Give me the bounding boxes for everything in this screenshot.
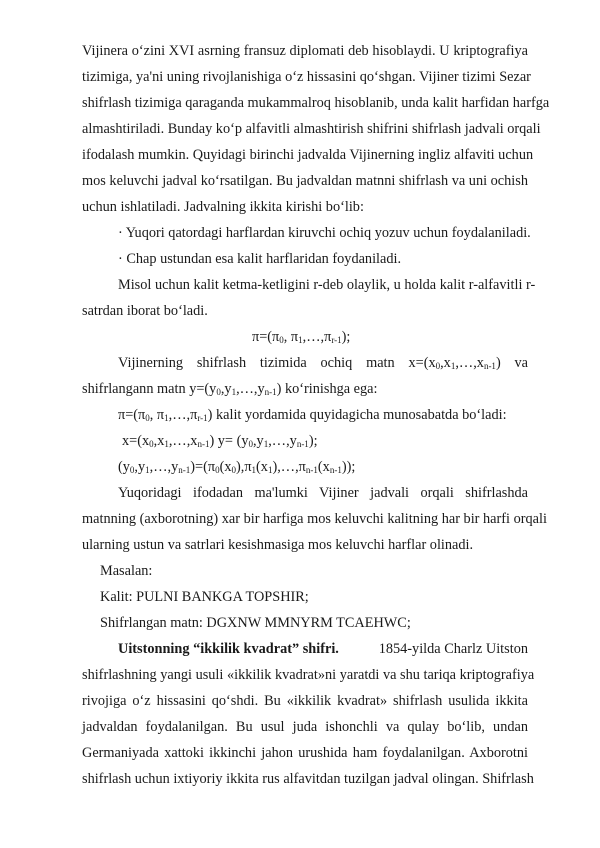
paragraph-line: satrdan iborat bo‘ladi. [82,303,208,319]
paragraph-line: Germaniyada xattoki ikkinchi jahon urushida ham foydalanilgan. Axborotni [82,745,528,761]
example-key: Kalit: PULNI BANKGA TOPSHIR; [100,589,309,605]
formula-key: $\pi=(\pi_0$, $\pi_1,\dots,\pi_{r-1}$); [252,329,351,345]
paragraph-line: mos keluvchi jadval ko‘rsatilgan. Bu jadvaldan matnni shifrlash va uni ochish [82,173,528,189]
paragraph-line: uchun ishlatiladi. Jadvalning ikkita kirishi bo‘lib: [82,199,364,215]
paragraph-line: Vijinera o‘zini XVI asrning fransuz diplomati deb hisoblaydi. U kriptografiya [82,43,528,59]
paragraph-line: shifrlangann matn $y=(y_0,y_1,\dots,y_{n-1})$ ko‘rinishga ega: [82,381,378,397]
paragraph-line: shifrlash uchun ixtiyoriy ikkita rus alfavitdan tuzilgan jadval olingan. Shifrlash [82,771,534,787]
paragraph-line: ularning ustun va satrlari kesishmasiga mos keluvchi harflar olinadi. [82,537,474,553]
paragraph-line: matnning (axborotning) xar bir harfiga mos keluvchi kalitning har bir harfi orqali [82,511,547,527]
paragraph-line: almashtiriladi. Bunday ko‘p alfavitli almashtirish shifrini shifrlash jadvali orqali [82,121,541,137]
example-label: Masalan: [100,563,153,579]
example-ciphertext: Shifrlangan matn: DGXNW MMNYRM TCAEHWC; [100,615,411,631]
formula-line: $(y_0,y_1,\dots,y_{n-1})=(\pi_0(x_0),\pi_1(x_1),\dots,\pi_{n-1}(x_{n-1}))$; [118,459,356,475]
paragraph-line: jadvaldan foydalanilgan. Bu usul juda ishonchli va qulay bo‘lib, undan [82,719,528,735]
paragraph-line: tizimiga, ya'ni uning rivojlanishiga o‘z hissasini qo‘shgan. Vijiner tizimi Sezar [82,69,531,85]
paragraph-line: rivojiga o‘z hissasini qo‘shdi. Bu «ikkilik kvadrat» shifrlash usulida ikkita [82,693,528,709]
section-heading: Uitstonning “ikkilik kvadrat” shifri. [118,641,339,657]
paragraph-line: Misol uchun kalit ketma-ketligini r-deb olaylik, u holda kalit r-alfavitli r- [118,277,536,293]
section-heading-continuation: 1854-yilda Charlz Uitston [378,641,528,657]
section-heading-line [118,640,528,658]
formula-line: $\pi=(\pi_0$, $\pi_1,\dots,\pi_{r-1}$) kalit yordamida quyidagicha munosabatda bo‘ladi: [118,407,507,423]
paragraph-line: Yuqoridagi ifodadan ma'lumki Vijiner jadvali orqali shifrlashda [118,485,528,501]
paragraph-line: shifrlash tizimiga qaraganda mukammalroq hisoblanib, unda kalit harfidan harfga [82,95,550,111]
paragraph-line: shifrlashning yangi usuli «ikkilik kvadrat»ni yaratdi va shu tariqa kriptografiya [82,667,535,683]
formula-line: $x=(x_0,x_1,\dots,x_{n-1})$ $y= (y_0,y_1,\dots,y_{n-1})$; [122,433,318,449]
bullet-item: · Yuqori qatordagi harflardan kiruvchi ochiq yozuv uchun foydalaniladi. [118,225,531,241]
paragraph-line: Vijinerning shifrlash tizimida ochiq matn $x=(x_0,x_1,\dots,x_{n-1})$ va [118,355,528,371]
paragraph-line: ifodalash mumkin. Quyidagi birinchi jadvalda Vijinerning ingliz alfaviti uchun [82,147,534,163]
bullet-item: · Chap ustundan esa kalit harflaridan foydaniladi. [118,251,402,267]
